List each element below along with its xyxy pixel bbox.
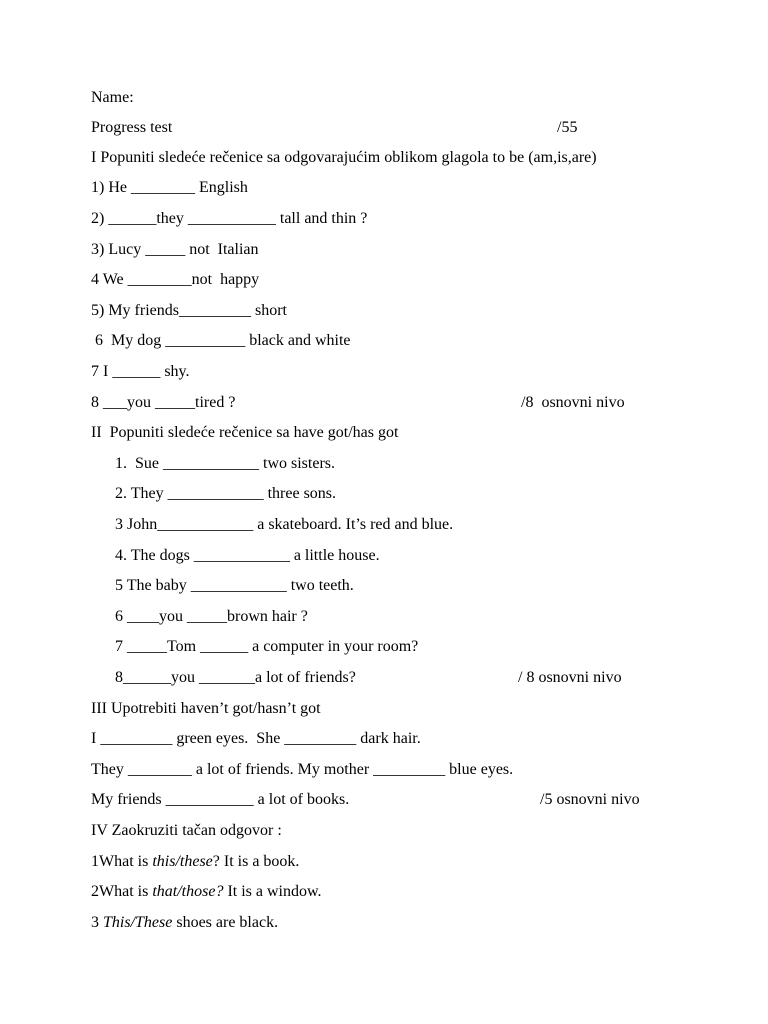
progress-test-score: /55 [557, 119, 578, 136]
section3-item: They ________ a lot of friends. My mother _________ blue eyes. [91, 761, 514, 778]
section4-heading: IV Zaokruziti tačan odgovor : [91, 822, 282, 839]
answer-choices: this/these [152, 853, 213, 870]
section1-item: 1) He ________ English [91, 179, 248, 196]
section1-item: 6 My dog __________ black and white [91, 332, 351, 349]
section2-item: 7 _____Tom ______ a computer in your room? [115, 638, 419, 655]
question-text: shoes are black. [172, 914, 279, 931]
section4-question-1 [91, 852, 299, 872]
progress-test-title: Progress test [91, 119, 173, 136]
question-text: 1What is [91, 853, 153, 870]
section2-score: / 8 osnovni nivo [518, 669, 622, 686]
section3-heading: III Upotrebiti haven’t got/hasn’t got [91, 700, 321, 717]
section2-item: 8______you _______a lot of friends? [115, 669, 356, 686]
name-label: Name: [91, 89, 134, 106]
section1-heading: I Popuniti sledeće rečenice sa odgovarajućim oblikom glagola to be (am,is,are) [91, 149, 597, 166]
section2-item: 5 The baby ____________ two teeth. [115, 577, 354, 594]
section1-score: /8 osnovni nivo [521, 394, 625, 411]
section3-score: /5 osnovni nivo [540, 791, 640, 808]
answer-choices: This/These [103, 914, 173, 931]
section1-item: 8 ___you _____tired ? [91, 394, 236, 411]
section1-item: 5) My friends_________ short [91, 302, 287, 319]
section4-question-2 [91, 882, 322, 902]
section2-item: 3 John____________ a skateboard. It’s red and blue. [115, 516, 454, 533]
section1-item: 7 I ______ shy. [91, 363, 190, 380]
question-text: It is a window. [223, 883, 322, 900]
section2-item: 2. They ____________ three sons. [115, 485, 337, 502]
section1-item: 2) ______they ___________ tall and thin ? [91, 210, 368, 227]
section2-item: 6 ____you _____brown hair ? [115, 608, 308, 625]
section3-item: My friends ___________ a lot of books. [91, 791, 350, 808]
section1-item: 3) Lucy _____ not Italian [91, 241, 259, 258]
section4-question-3 [91, 913, 278, 933]
answer-choices: that/those? [152, 883, 224, 900]
section2-item: 4. The dogs ____________ a little house. [115, 547, 380, 564]
question-text: ? It is a book. [212, 853, 300, 870]
section2-item: 1. Sue ____________ two sisters. [115, 455, 335, 472]
section2-heading: II Popuniti sledeće rečenice sa have got/has got [91, 424, 399, 441]
question-text: 3 [91, 914, 103, 931]
question-text: 2What is [91, 883, 153, 900]
section3-item: I _________ green eyes. She _________ dark hair. [91, 730, 421, 747]
section1-item: 4 We ________not happy [91, 271, 260, 288]
